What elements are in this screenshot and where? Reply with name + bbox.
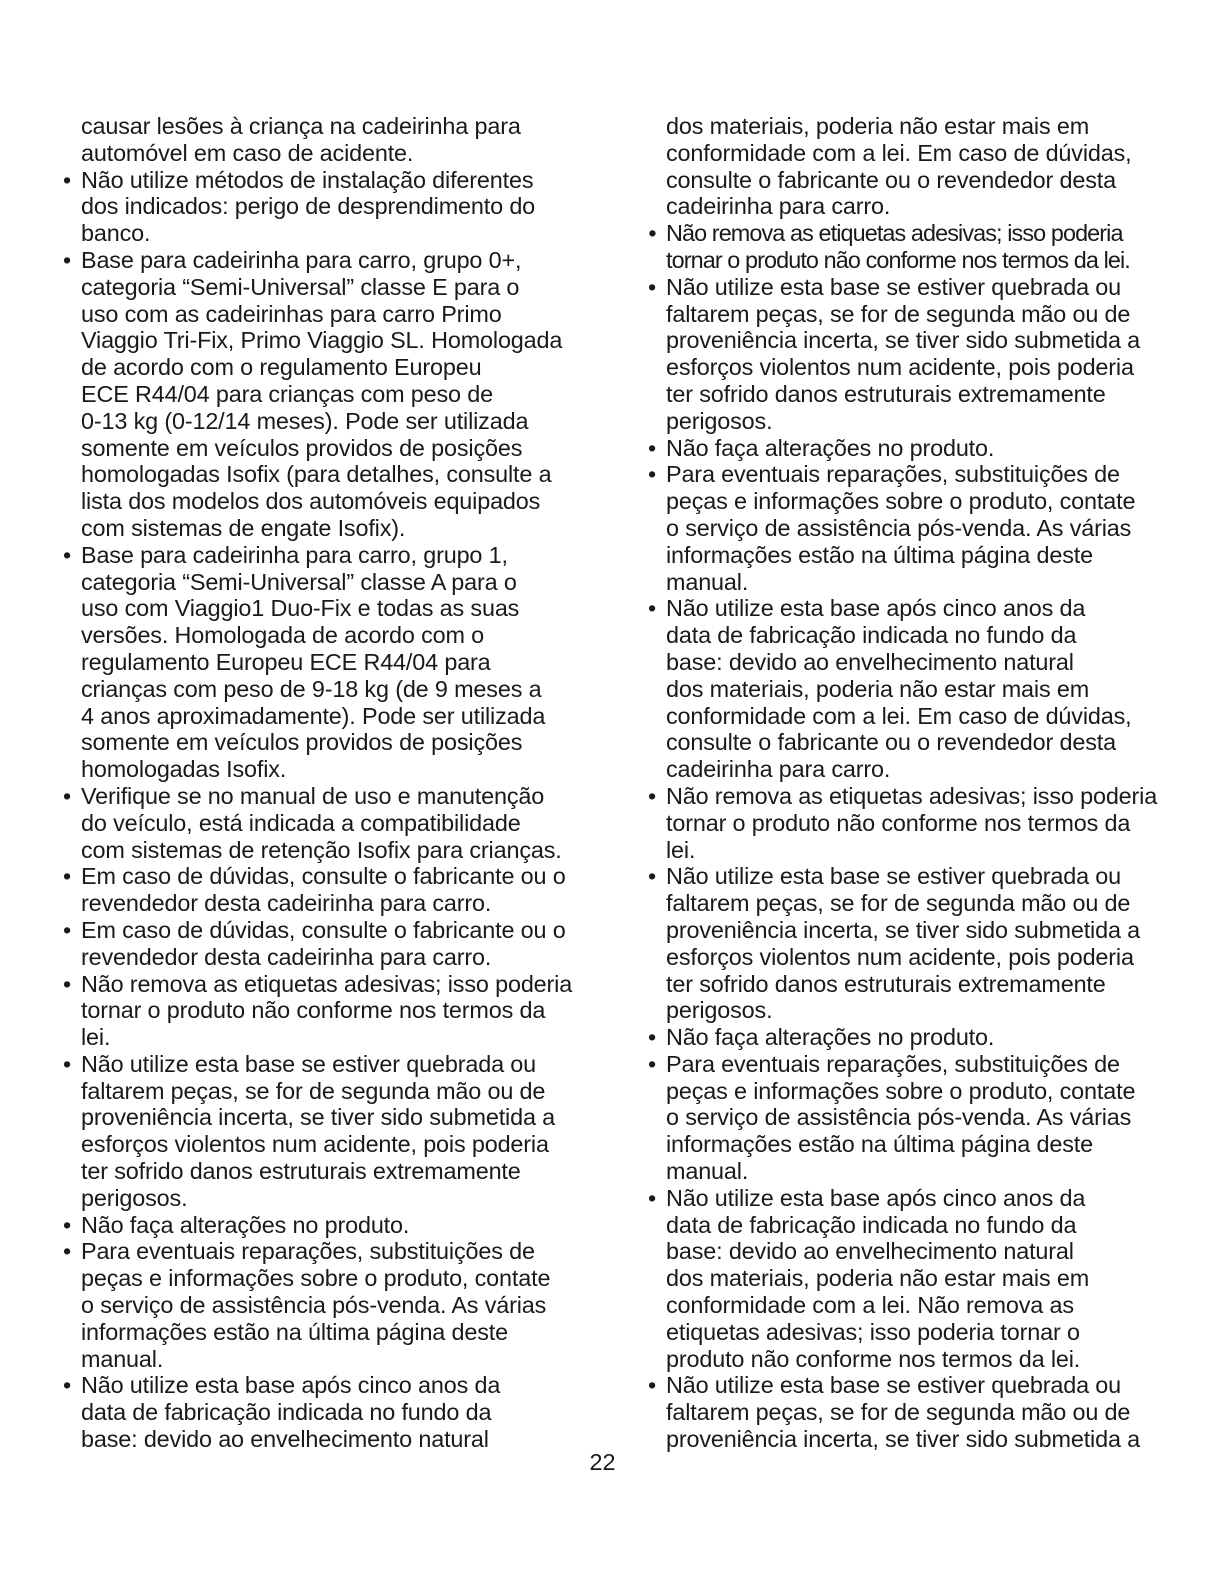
text-line: cadeirinha para carro. [666,193,891,220]
text-line: Para eventuais reparações, substituições de [666,1050,1120,1077]
text-line: proveniência incerta, se tiver sido submetida a [666,327,1141,354]
text-line: peças e informações sobre o produto, contate [81,1265,551,1292]
text-line: produto não conforme nos termos da lei. [666,1345,1081,1372]
text-line: Viaggio Tri-Fix, Primo Viaggio SL. Homologada [81,327,563,354]
bullet-item [60,1212,590,1239]
continued-paragraph [645,113,1175,220]
bullet-icon: • [62,1211,72,1238]
bullet-icon: • [648,220,656,247]
text-line: Em caso de dúvidas, consulte o fabricante ou o [81,863,566,890]
text-line: revendedor desta cadeirinha para carro. [81,890,492,917]
bullet-item [60,783,590,863]
bullet-icon: • [62,246,72,273]
bullet-icon: • [62,782,72,809]
bullet-icon: • [647,273,657,300]
text-line: faltarem peças, se for de segunda mão ou de [666,890,1131,917]
text-line: base: devido ao envelhecimento natural [666,648,1074,675]
text-line: 0-13 kg (0-12/14 meses). Pode ser utilizada [81,407,529,434]
text-line: conformidade com a lei. Em caso de dúvidas, [666,702,1132,729]
text-line: versões. Homologada de acordo com o [81,622,485,649]
text-line: manual. [81,1345,164,1372]
bullet-item [645,274,1175,435]
bullet-icon: • [647,461,657,488]
text-line: dos materiais, poderia não estar mais em [666,675,1090,702]
text-line: tornar o produto não conforme nos termos da [666,809,1131,836]
text-line: consulte o fabricante ou o revendedor desta [666,729,1116,756]
text-line: perigosos. [81,1184,188,1211]
text-line: base: devido ao envelhecimento natural [666,1238,1074,1265]
bullet-item [645,783,1175,863]
bullet-icon: • [647,595,657,622]
text-line: proveniência incerta, se tiver sido submetida a [666,1426,1141,1453]
text-line: uso com Viaggio1 Duo-Fix e todas as suas [81,595,520,622]
text-line: ter sofrido danos estruturais extremamente [666,970,1106,997]
bullet-item [645,595,1175,783]
text-line: causar lesões à criança na cadeirinha para [81,113,521,139]
bullet-icon: • [62,1372,72,1399]
text-line: informações estão na última página deste [81,1318,508,1345]
text-line: revendedor desta cadeirinha para carro. [81,943,492,970]
text-line: tornar o produto não conforme nos termos da lei. [666,246,1130,273]
text-line: cadeirinha para carro. [666,756,891,783]
text-line: homologadas Isofix. [81,756,287,783]
text-line: Para eventuais reparações, substituições de [81,1238,535,1265]
text-line: dos materiais, poderia não estar mais em [666,113,1090,139]
bullet-icon: • [647,863,657,890]
text-line: automóvel em caso de acidente. [81,139,414,166]
text-line: regulamento Europeu ECE R44/04 para [81,648,491,675]
text-line: Não faça alterações no produto. [666,1024,995,1051]
bullet-item [60,1372,590,1452]
text-line: categoria “Semi-Universal” classe E para o [81,273,520,300]
text-line: do veículo, está indicada a compatibilidade [81,809,521,836]
page-number: 22 [589,1449,616,1475]
text-line: Verifique se no manual de uso e manutenção [81,782,545,809]
bullet-icon: • [647,1184,657,1211]
text-line: Não utilize esta base se estiver quebrada ou [666,1372,1121,1399]
bullet-icon: • [647,434,657,461]
bullet-item [645,1051,1175,1185]
bullet-item [60,167,590,247]
bullet-item [645,863,1175,1024]
text-line: faltarem peças, se for de segunda mão ou de [666,300,1131,327]
text-line: ter sofrido danos estruturais extremamente [81,1158,521,1185]
text-line: Para eventuais reparações, substituições de [666,461,1120,488]
text-line: perigosos. [666,407,773,434]
text-line: proveniência incerta, se tiver sido submetida a [666,916,1141,943]
text-line: proveniência incerta, se tiver sido submetida a [81,1104,556,1131]
bullet-icon: • [62,541,72,568]
text-line: consulte o fabricante ou o revendedor desta [666,166,1116,193]
text-line: Não utilize esta base se estiver quebrada ou [666,273,1121,300]
text-line: banco. [81,220,151,247]
text-line: data de fabricação indicada no fundo da [81,1399,492,1426]
left-column [60,113,590,1453]
text-line: somente em veículos providos de posições [81,729,523,756]
text-line: etiquetas adesivas; isso poderia tornar o [666,1318,1080,1345]
bullet-icon: • [647,1024,657,1051]
text-line: informações estão na última página deste [666,541,1093,568]
text-line: categoria “Semi-Universal” classe A para o [81,568,517,595]
text-line: faltarem peças, se for de segunda mão ou de [666,1399,1131,1426]
text-line: manual. [666,568,749,595]
text-line: esforços violentos num acidente, pois poderia [666,943,1134,970]
text-line: tornar o produto não conforme nos termos da [81,997,546,1024]
text-line: de acordo com o regulamento Europeu [81,354,482,381]
right-column [645,113,1175,1453]
text-line: peças e informações sobre o produto, contate [666,1077,1136,1104]
bullet-icon: • [647,782,657,809]
text-line: o serviço de assistência pós-venda. As várias [81,1292,547,1319]
text-line: o serviço de assistência pós-venda. As várias [666,514,1132,541]
text-line: Base para cadeirinha para carro, grupo 1, [81,541,508,568]
text-line: somente em veículos providos de posições [81,434,523,461]
text-line: crianças com peso de 9-18 kg (de 9 meses a [81,675,542,702]
text-line: base: devido ao envelhecimento natural [81,1426,489,1453]
bullet-item [60,1051,590,1212]
text-line: dos indicados: perigo de desprendimento do [81,193,536,220]
text-line: informações estão na última página deste [666,1131,1093,1158]
text-line: esforços violentos num acidente, pois poderia [81,1131,549,1158]
text-line: esforços violentos num acidente, pois poderia [666,354,1134,381]
text-line: Não utilize esta base após cinco anos da [666,1184,1086,1211]
text-line: Em caso de dúvidas, consulte o fabricante ou o [81,916,566,943]
text-line: uso com as cadeirinhas para carro Primo [81,300,502,327]
bullet-item [60,863,590,917]
text-line: manual. [666,1158,749,1185]
bullet-item [645,220,1175,274]
text-line: Base para cadeirinha para carro, grupo 0+, [81,246,522,273]
bullet-icon: • [62,1050,72,1077]
text-line: data de fabricação indicada no fundo da [666,1211,1077,1238]
text-line: Não faça alterações no produto. [81,1211,410,1238]
text-line: faltarem peças, se for de segunda mão ou de [81,1077,546,1104]
bullet-icon: • [62,863,72,890]
text-line: ECE R44/04 para crianças com peso de [81,380,493,407]
bullet-item [60,1238,590,1372]
text-line: lista dos modelos dos automóveis equipados [81,488,541,515]
text-line: Não faça alterações no produto. [666,434,995,461]
text-line: Não utilize esta base após cinco anos da [81,1372,501,1399]
text-line: conformidade com a lei. Não remova as [666,1292,1074,1319]
bullet-icon: • [62,916,72,943]
text-line: data de fabricação indicada no fundo da [666,622,1077,649]
bullet-icon: • [62,970,72,997]
continued-paragraph [60,113,590,167]
text-line: Não utilize esta base após cinco anos da [666,595,1086,622]
text-line: dos materiais, poderia não estar mais em [666,1265,1090,1292]
bullet-icon: • [647,1372,657,1399]
bullet-item [645,1024,1175,1051]
text-line: homologadas Isofix (para detalhes, consulte a [81,461,552,488]
bullet-item [60,542,590,783]
text-line: 4 anos aproximadamente). Pode ser utilizada [81,702,546,729]
text-line: Não utilize esta base se estiver quebrada ou [666,863,1121,890]
bullet-icon: • [62,166,72,193]
text-line: lei. [81,1024,111,1051]
bullet-item [60,971,590,1051]
text-line: com sistemas de retenção Isofix para crianças. [81,836,562,863]
text-line: perigosos. [666,997,773,1024]
bullet-item [645,461,1175,595]
bullet-icon: • [62,1238,72,1265]
bullet-item [645,1185,1175,1373]
bullet-item [60,247,590,542]
text-line: Não utilize esta base se estiver quebrada ou [81,1050,536,1077]
text-line: o serviço de assistência pós-venda. As várias [666,1104,1132,1131]
text-line: peças e informações sobre o produto, contate [666,488,1136,515]
text-line: Não remova as etiquetas adesivas; isso poderia [666,782,1158,809]
bullet-item [645,435,1175,462]
bullet-icon: • [647,1050,657,1077]
text-line: Não utilize métodos de instalação diferentes [81,166,534,193]
bullet-item [60,917,590,971]
text-line: Não remova as etiquetas adesivas; isso poderia [666,220,1123,247]
text-line: ter sofrido danos estruturais extremamente [666,380,1106,407]
text-line: conformidade com a lei. Em caso de dúvidas, [666,139,1132,166]
text-line: com sistemas de engate Isofix). [81,514,406,541]
text-line: lei. [666,836,696,863]
text-line: Não remova as etiquetas adesivas; isso poderia [81,970,573,997]
bullet-item [645,1372,1175,1452]
